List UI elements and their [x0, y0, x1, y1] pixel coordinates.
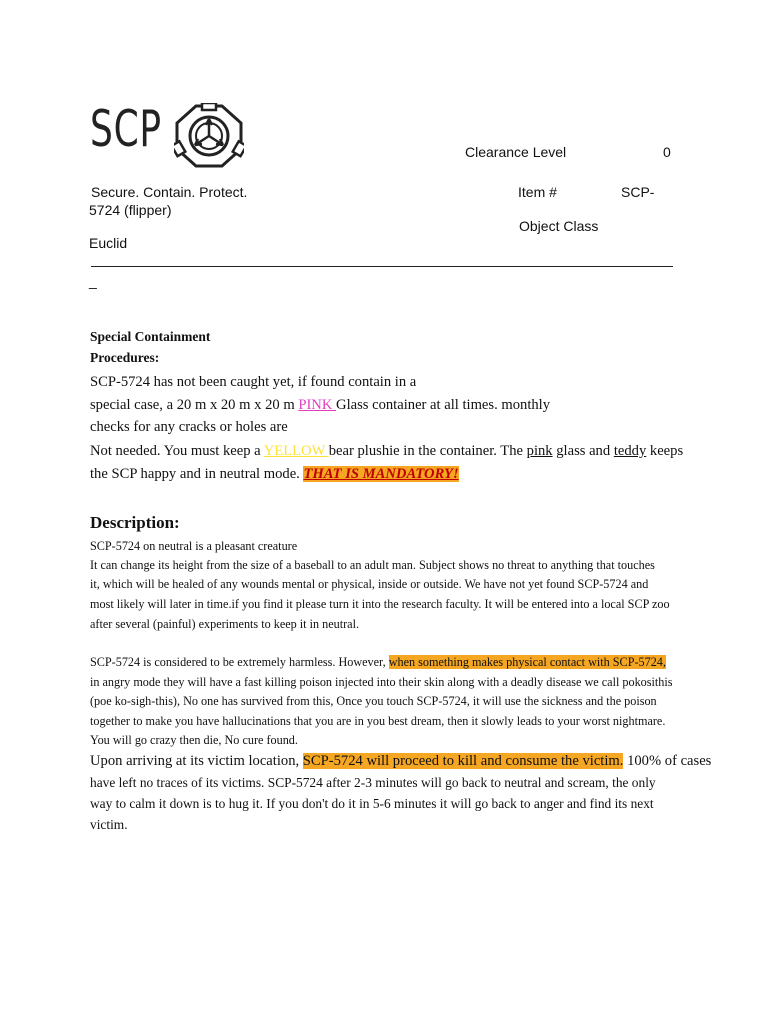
pink-text: PINK [298, 397, 337, 413]
containment-heading-line1: Special Containment [90, 329, 211, 344]
motto: Secure. Contain. Protect. [91, 184, 248, 200]
containment-line-5: the SCP happy and in neutral mode. THAT IS MANDATORY! [90, 466, 459, 482]
containment-line-4: Not needed. You must keep a YELLOW bear plushie in the container. The pink glass and teddy keeps [90, 443, 684, 459]
item-value: 5724 (flipper) [89, 202, 172, 218]
containment-line-1: SCP-5724 has not been caught yet, if found contain in a [90, 374, 417, 390]
containment-line-2: special case, a 20 m x 20 m x 20 m PINK Glass container at all times. monthly [90, 397, 551, 413]
object-class-label: Object Class [519, 218, 599, 234]
mandatory-notice: THAT IS MANDATORY! [303, 466, 459, 482]
clearance-value: 0 [663, 144, 671, 160]
clearance-label: Clearance Level [465, 144, 567, 160]
divider-tail: _ [89, 273, 97, 289]
description-p1-line5: after several (painful) experiments to keep it in neutral. [90, 617, 360, 631]
description-p2-line5: You will go crazy then die, No cure found. [90, 733, 298, 747]
description-p2-line3: (poe ko-sigh-this), No one has survived from this, Once you touch SCP-5724, it will use the sickness and the poison [90, 694, 657, 708]
description-p3-line1: Upon arriving at its victim location, SCP-5724 will proceed to kill and consume the victim. 100% of cases [90, 753, 712, 769]
item-value-prefix: SCP- [621, 184, 655, 200]
description-p2-line1: SCP-5724 is considered to be extremely harmless. However, when something makes physical contact with SCP-5724, [90, 655, 666, 669]
description-p1-line3: it, which will be healed of any wounds mental or physical, inside or outside. We have not yet found SCP-5724 and [90, 577, 649, 591]
item-label: Item # [518, 184, 557, 200]
description-p3-line3: way to calm it down is to hug it. If you don't do it in 5-6 minutes it will go back to anger and find its next [90, 796, 654, 811]
description-p2-line2: in angry mode they will have a fast killing poison injected into their skin along with a deadly disease we call pokosithis [90, 675, 673, 689]
description-p1-line4: most likely will later in time.if you find it please turn it into the research faculty. It will be entered into a local SCP zoo [90, 597, 670, 611]
header-divider [91, 266, 673, 267]
description-heading: Description: [90, 513, 180, 532]
description-p3-line4: victim. [90, 817, 128, 832]
description-p3-line2: have left no traces of its victims. SCP-5724 after 2-3 minutes will go back to neutral and scream, the only [90, 775, 656, 790]
description-p2-line4: together to make you have hallucinations that you are in you best dream, then it slowly leads to your worst nightmare. [90, 714, 666, 728]
highlight-contact: when something makes physical contact with SCP-5724, [388, 655, 666, 669]
containment-heading-line2: Procedures: [90, 350, 160, 365]
containment-line-3: checks for any cracks or holes are [90, 419, 288, 435]
yellow-text: YELLOW [263, 443, 329, 459]
scp-emblem-icon [174, 103, 244, 169]
object-class-value: Euclid [89, 235, 128, 251]
scp-logo-text: SCP [90, 100, 162, 158]
description-p1-line2: It can change its height from the size of a baseball to an adult man. Subject shows no threat to anything that touches [90, 558, 655, 572]
highlight-kill: SCP-5724 will proceed to kill and consume the victim. [302, 753, 624, 769]
description-p1-line1: SCP-5724 on neutral is a pleasant creature [90, 539, 298, 553]
